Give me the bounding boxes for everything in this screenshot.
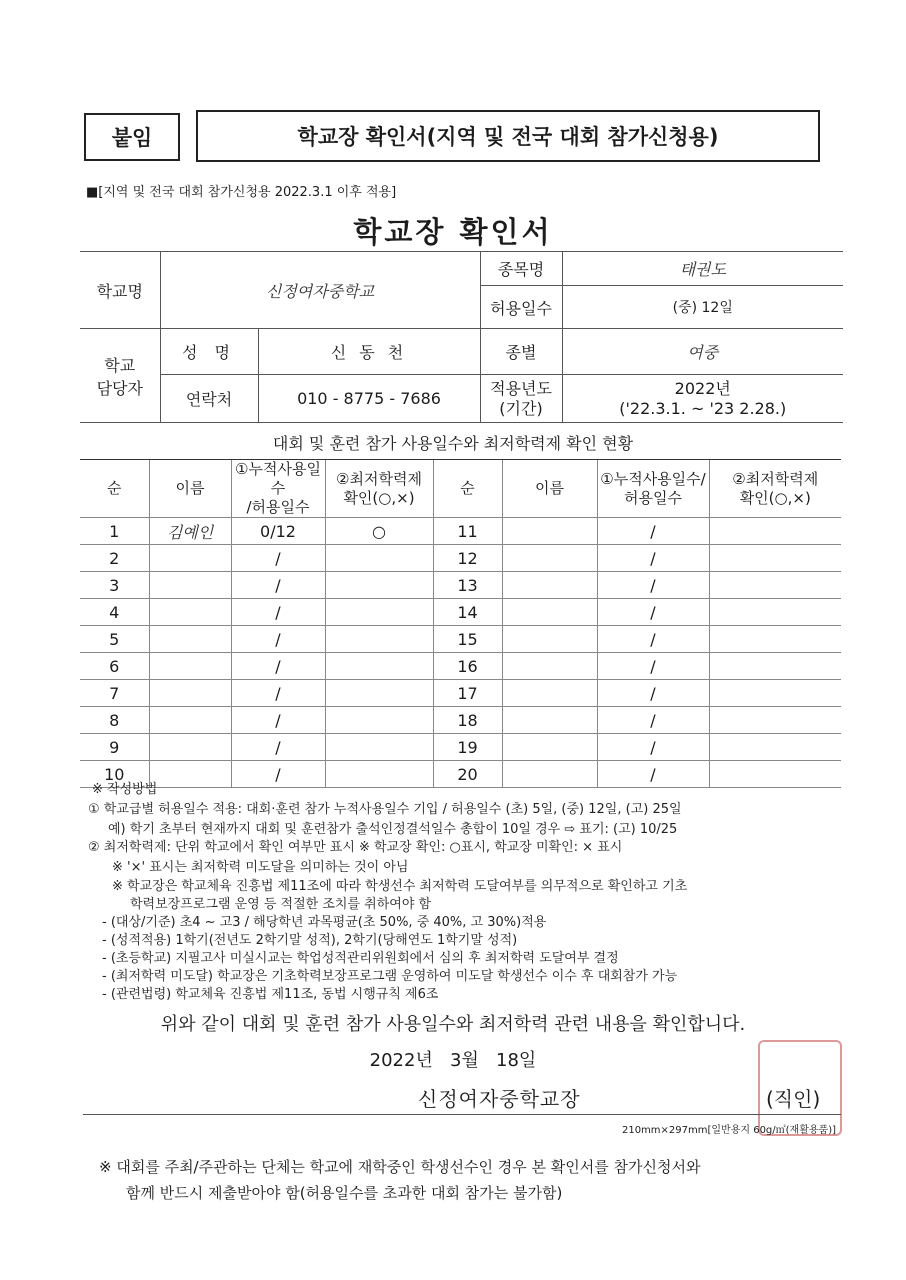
info-table bbox=[80, 251, 843, 423]
confirm-statement: 위와 같이 대회 및 훈련 참가 사용일수와 최저학력 관련 내용을 확인합니다. bbox=[160, 1014, 746, 1035]
table-row bbox=[80, 707, 841, 734]
table-row bbox=[80, 734, 841, 761]
name-value: 신 동 천 bbox=[258, 329, 480, 375]
row-name bbox=[149, 572, 231, 599]
footer-line-2: 함께 반드시 제출받아야 함(허용일수를 초과한 대회 참가는 불가함) bbox=[126, 1184, 563, 1202]
row-check bbox=[325, 680, 433, 707]
col-header-check-2-line2: 확인(○,×) bbox=[739, 488, 811, 507]
row-days: 0/12 bbox=[231, 518, 325, 545]
row-name-2 bbox=[502, 545, 597, 572]
row-no: 3 bbox=[80, 572, 149, 599]
detail-2: - (성적적용) 1학기(전년도 2학기말 성적), 2학기(당해연도 1학기말 성적) bbox=[102, 933, 518, 948]
row-no-2: 17 bbox=[433, 680, 502, 707]
row-name-2 bbox=[502, 761, 597, 788]
detail-4: - (최저학력 미도달) 학교장은 기초학력보장프로그램 운영하여 미도달 학생선수 이수 후 대회참가 가능 bbox=[102, 969, 678, 984]
row-name-2 bbox=[502, 518, 597, 545]
row-days: / bbox=[231, 761, 325, 788]
row-check bbox=[325, 626, 433, 653]
col-header-no: 순 bbox=[80, 460, 149, 518]
days-value: (중) 12일 bbox=[562, 286, 843, 329]
row-name-2 bbox=[502, 734, 597, 761]
row-no-2: 16 bbox=[433, 653, 502, 680]
row-no-2: 19 bbox=[433, 734, 502, 761]
row-check bbox=[325, 572, 433, 599]
school-label: 학교명 bbox=[80, 252, 160, 329]
col-header-check-2-line1: ②최저학력제 bbox=[732, 469, 819, 488]
name-label: 성 명 bbox=[160, 329, 258, 375]
row-name bbox=[149, 599, 231, 626]
row-days: / bbox=[231, 626, 325, 653]
note-4b: 학력보장프로그램 운영 등 적절한 조치를 취하여야 함 bbox=[130, 897, 432, 912]
row-no-2: 12 bbox=[433, 545, 502, 572]
table-row bbox=[80, 572, 841, 599]
row-check-2 bbox=[709, 707, 841, 734]
note-1: ① 학교급별 허용일수 적용: 대회·훈련 참가 누적사용일수 기입 / 허용일수 (초) 5일, (중) 12일, (고) 25일 bbox=[88, 802, 682, 817]
category-value: 여중 bbox=[562, 329, 843, 375]
row-days-2: / bbox=[597, 734, 709, 761]
row-name-2 bbox=[502, 572, 597, 599]
row-name bbox=[149, 545, 231, 572]
row-no-2: 14 bbox=[433, 599, 502, 626]
row-name: 김예인 bbox=[149, 518, 231, 545]
attachment-tag: 붙임 bbox=[84, 113, 180, 161]
col-header-check-2 bbox=[709, 460, 841, 518]
row-no: 4 bbox=[80, 599, 149, 626]
col-header-days-2-line1: ①누적사용일수/ bbox=[600, 469, 706, 488]
row-check-2 bbox=[709, 653, 841, 680]
row-check-2 bbox=[709, 626, 841, 653]
row-days-2: / bbox=[597, 707, 709, 734]
divider bbox=[83, 1114, 841, 1115]
row-days-2: / bbox=[597, 572, 709, 599]
row-check-2 bbox=[709, 545, 841, 572]
phone-label: 연락처 bbox=[160, 375, 258, 423]
row-no-2: 15 bbox=[433, 626, 502, 653]
note-1b: 예) 학기 초부터 현재까지 대회 및 훈련참가 출석인정결석일수 총합이 10일 경우 ⇨ 표기: (고) 10/25 bbox=[108, 822, 678, 837]
year-value-line2: ('22.3.1. ~ '23 2.28.) bbox=[619, 398, 787, 418]
row-name-2 bbox=[502, 599, 597, 626]
row-name-2 bbox=[502, 626, 597, 653]
row-no-2: 11 bbox=[433, 518, 502, 545]
row-days: / bbox=[231, 707, 325, 734]
row-days: / bbox=[231, 572, 325, 599]
applicable-note: ■[지역 및 전국 대회 참가신청용 2022.3.1 이후 적용] bbox=[86, 185, 397, 200]
row-check-2 bbox=[709, 761, 841, 788]
school-value: 신정여자중학교 bbox=[160, 252, 480, 329]
col-header-days-line1: ①누적사용일수 bbox=[235, 460, 321, 497]
row-name-2 bbox=[502, 707, 597, 734]
col-header-days-line2: /허용일수 bbox=[246, 498, 310, 516]
row-days-2: / bbox=[597, 626, 709, 653]
row-name bbox=[149, 707, 231, 734]
category-label: 종별 bbox=[480, 329, 562, 375]
row-days-2: / bbox=[597, 653, 709, 680]
row-check-2 bbox=[709, 734, 841, 761]
year-label-line2: (기간) bbox=[499, 398, 543, 418]
document-title: 학교장 확인서 bbox=[353, 215, 553, 249]
col-header-days bbox=[231, 460, 325, 518]
contact-label-line2: 담당자 bbox=[96, 378, 143, 398]
row-no: 7 bbox=[80, 680, 149, 707]
table-row bbox=[80, 599, 841, 626]
row-no-2: 13 bbox=[433, 572, 502, 599]
year-label-line1: 적용년도 bbox=[490, 378, 552, 398]
col-header-check-line2: 확인(○,×) bbox=[343, 488, 415, 507]
row-name bbox=[149, 653, 231, 680]
row-days-2: / bbox=[597, 545, 709, 572]
row-check bbox=[325, 653, 433, 680]
col-header-name-2: 이름 bbox=[502, 460, 597, 518]
row-check bbox=[325, 734, 433, 761]
contact-label-line1: 학교 bbox=[104, 355, 136, 375]
row-no: 9 bbox=[80, 734, 149, 761]
row-days: / bbox=[231, 734, 325, 761]
footer-line-1: ※ 대회를 주최/주관하는 단체는 학교에 재학중인 학생선수인 경우 본 확인서를 참가신청서와 bbox=[99, 1158, 701, 1176]
confirm-date: 2022년 3월 18일 bbox=[369, 1050, 537, 1071]
table-row bbox=[80, 761, 841, 788]
contact-label bbox=[80, 329, 160, 423]
table-row bbox=[80, 545, 841, 572]
col-header-check bbox=[325, 460, 433, 518]
row-days: / bbox=[231, 653, 325, 680]
col-header-name: 이름 bbox=[149, 460, 231, 518]
row-days-2: / bbox=[597, 599, 709, 626]
row-check bbox=[325, 761, 433, 788]
col-header-no-2: 순 bbox=[433, 460, 502, 518]
year-label bbox=[480, 375, 562, 423]
header-title: 학교장 확인서(지역 및 전국 대회 참가신청용) bbox=[196, 110, 820, 162]
status-table bbox=[80, 459, 841, 788]
note-3: ※ '×' 표시는 최저학력 미도달을 의미하는 것이 아님 bbox=[112, 860, 409, 875]
table-row bbox=[80, 626, 841, 653]
paper-spec: 210mm×297mm[일반용지 60g/㎡(재활용품)] bbox=[621, 1125, 836, 1136]
row-days-2: / bbox=[597, 761, 709, 788]
year-value bbox=[562, 375, 843, 423]
row-days-2: / bbox=[597, 518, 709, 545]
phone-value: 010 - 8775 - 7686 bbox=[258, 375, 480, 423]
status-title: 대회 및 훈련 참가 사용일수와 최저학력제 확인 현황 bbox=[272, 434, 634, 453]
row-no: 2 bbox=[80, 545, 149, 572]
note-4: ※ 학교장은 학교체육 진흥법 제11조에 따라 학생선수 최저학력 도달여부를 의무적으로 확인하고 기초 bbox=[112, 879, 688, 894]
row-no: 1 bbox=[80, 518, 149, 545]
row-days: / bbox=[231, 599, 325, 626]
sport-value: 태권도 bbox=[562, 252, 843, 286]
row-no-2: 20 bbox=[433, 761, 502, 788]
row-check-2 bbox=[709, 680, 841, 707]
table-row bbox=[80, 680, 841, 707]
row-name-2 bbox=[502, 653, 597, 680]
row-check bbox=[325, 599, 433, 626]
row-check bbox=[325, 545, 433, 572]
principal-name: 신정여자중학교장 bbox=[418, 1087, 581, 1111]
row-no-2: 18 bbox=[433, 707, 502, 734]
row-no: 10 bbox=[80, 761, 149, 788]
table-row bbox=[80, 653, 841, 680]
row-check-2 bbox=[709, 599, 841, 626]
seal-label: (직인) bbox=[766, 1087, 821, 1111]
row-days-2: / bbox=[597, 680, 709, 707]
detail-1: - (대상/기준) 초4 ~ 고3 / 해당학년 과목평균(초 50%, 중 40%, 고 30%)적용 bbox=[102, 915, 547, 930]
sport-label: 종목명 bbox=[480, 252, 562, 286]
row-check: ○ bbox=[325, 518, 433, 545]
year-value-line1: 2022년 bbox=[674, 378, 731, 398]
row-days: / bbox=[231, 680, 325, 707]
note-2: ② 최저학력제: 단위 학교에서 확인 여부만 표시 ※ 학교장 확인: ○표시, 학교장 미확인: × 표시 bbox=[88, 840, 623, 855]
detail-5: - (관련법령) 학교체육 진흥법 제11조, 동법 시행규칙 제6조 bbox=[102, 987, 439, 1002]
row-name bbox=[149, 626, 231, 653]
row-no: 5 bbox=[80, 626, 149, 653]
detail-3: - (초등학교) 지필고사 미실시교는 학업성적관리위원회에서 심의 후 최저학력 도달여부 결정 bbox=[102, 951, 619, 966]
row-name bbox=[149, 734, 231, 761]
row-check-2 bbox=[709, 518, 841, 545]
row-check-2 bbox=[709, 572, 841, 599]
days-label: 허용일수 bbox=[480, 286, 562, 329]
row-days: / bbox=[231, 545, 325, 572]
row-check bbox=[325, 707, 433, 734]
col-header-days-2-line2: 허용일수 bbox=[624, 488, 682, 507]
notes-heading: ※ 작성방법 bbox=[92, 782, 158, 797]
col-header-check-line1: ②최저학력제 bbox=[336, 469, 422, 488]
row-no: 6 bbox=[80, 653, 149, 680]
row-no: 8 bbox=[80, 707, 149, 734]
col-header-days-2 bbox=[597, 460, 709, 518]
table-row bbox=[80, 518, 841, 545]
row-name bbox=[149, 761, 231, 788]
row-name bbox=[149, 680, 231, 707]
row-name-2 bbox=[502, 680, 597, 707]
